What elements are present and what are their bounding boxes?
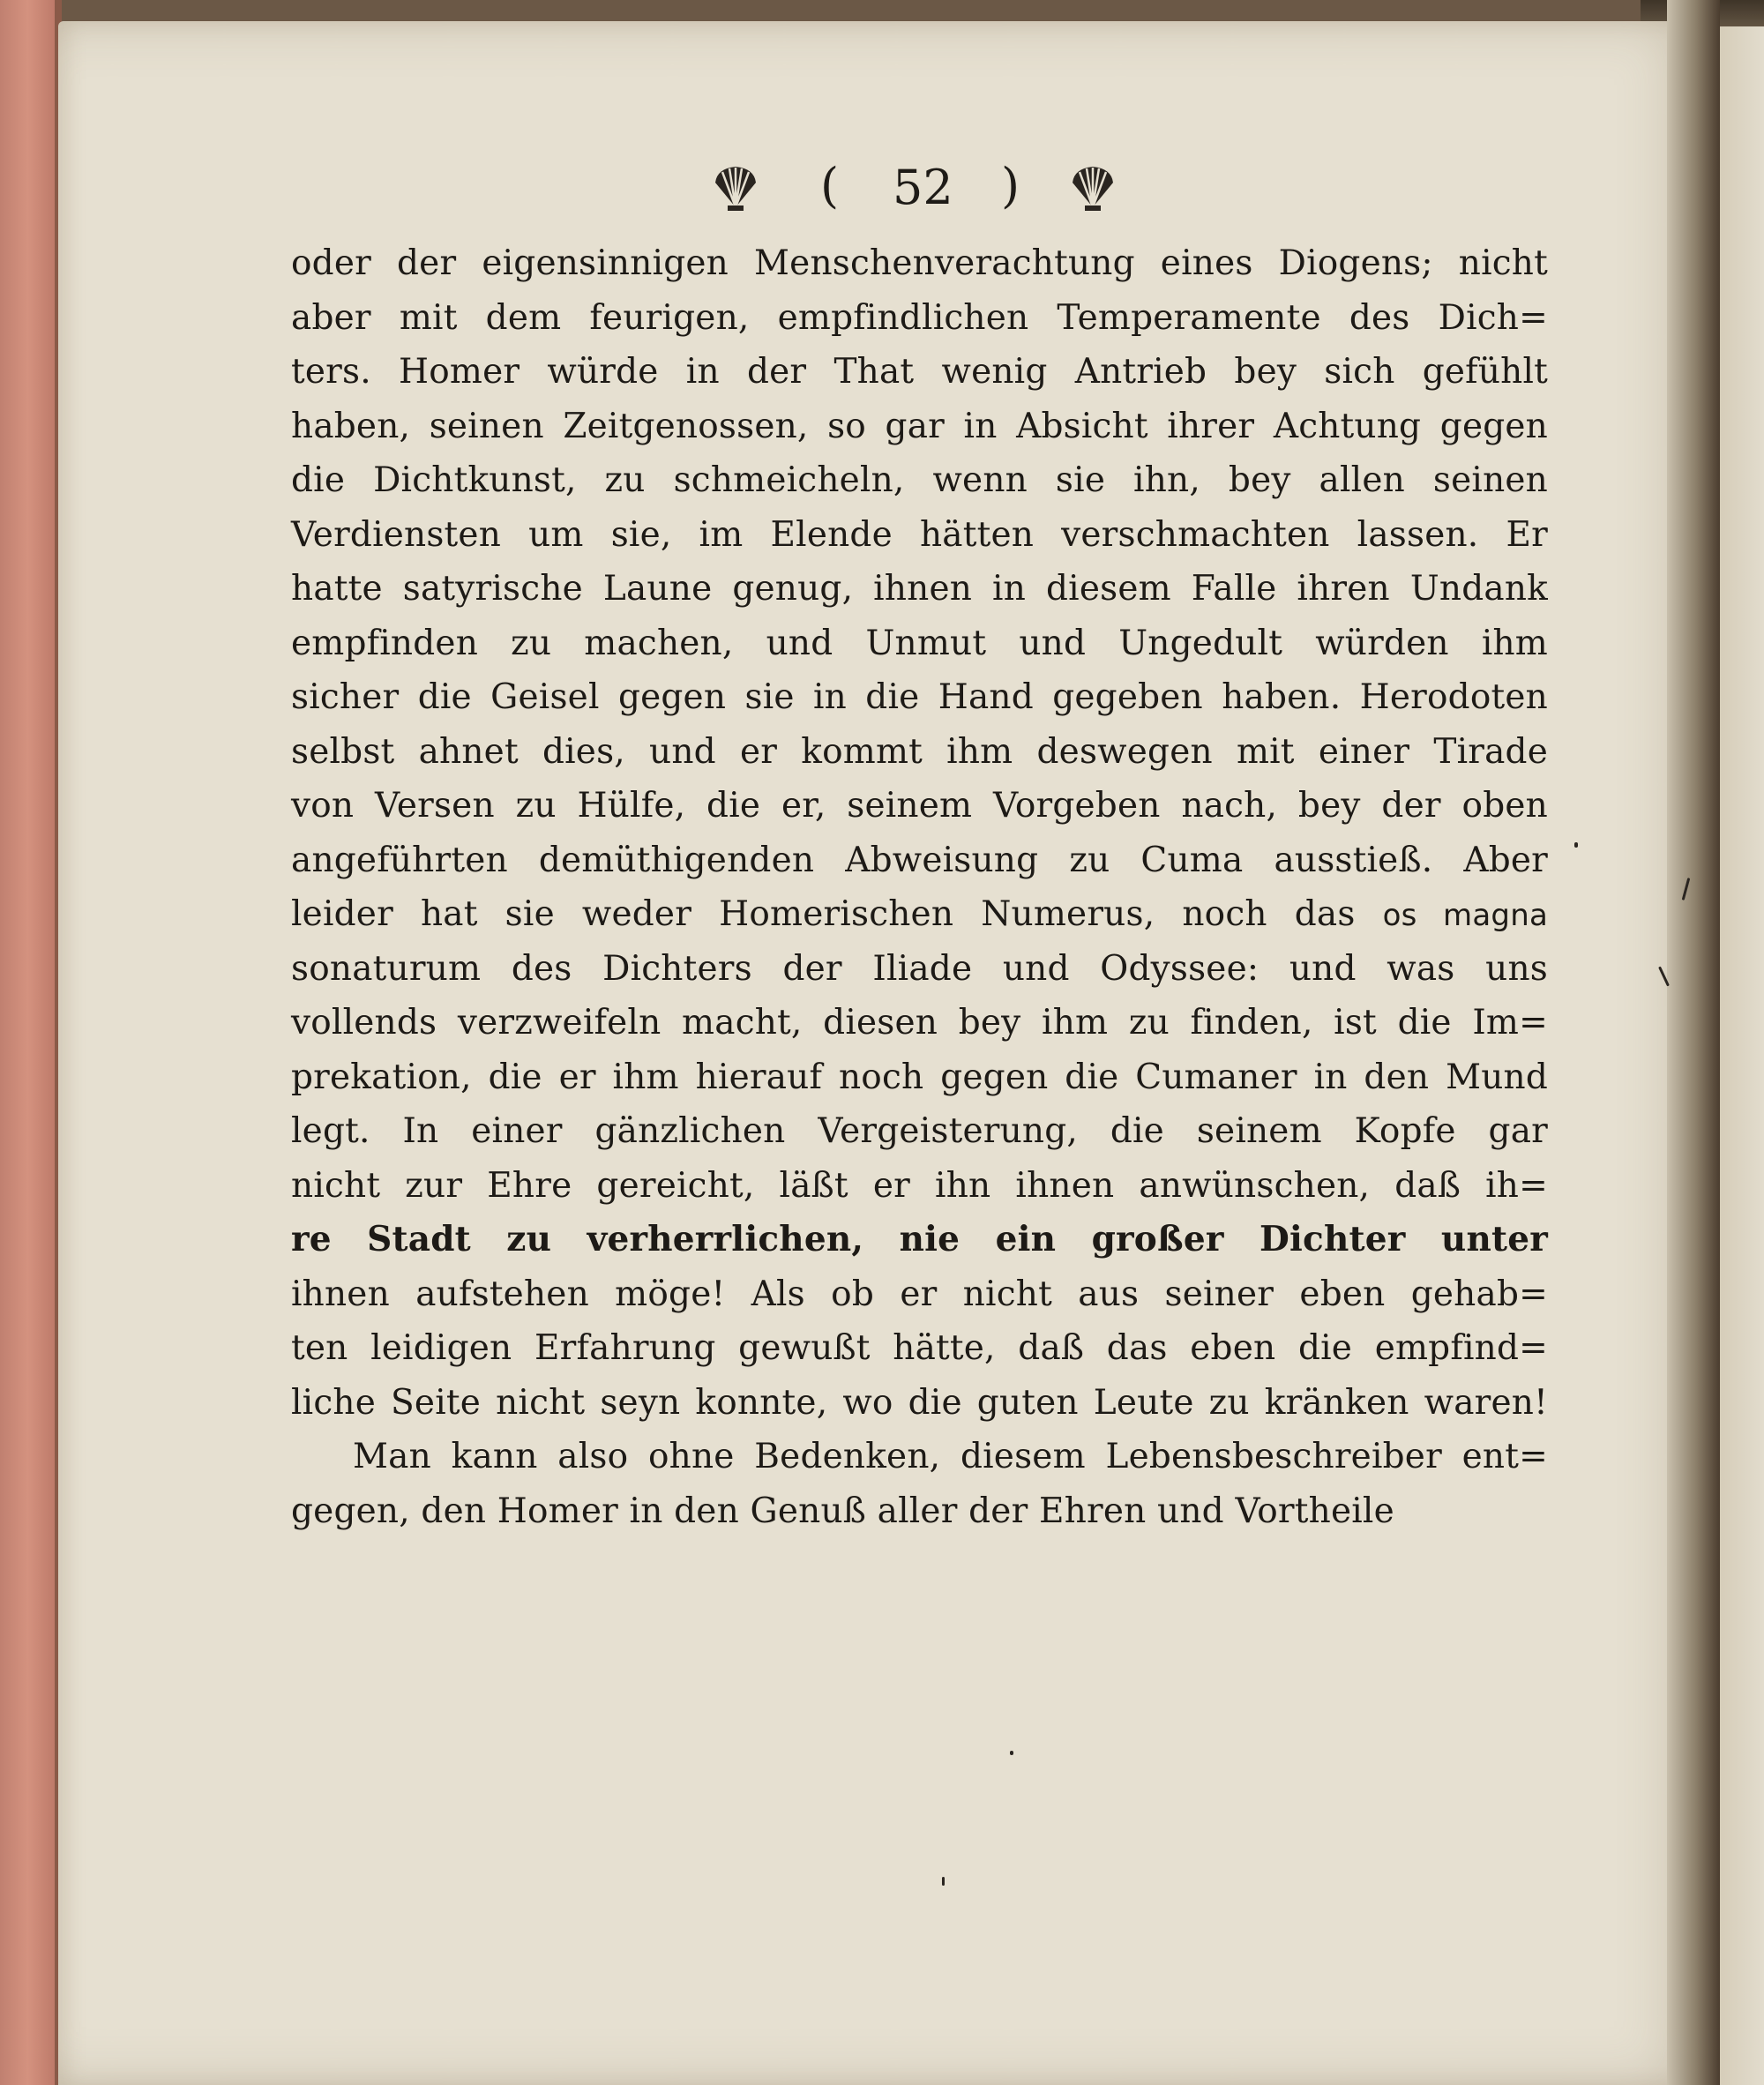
page-speck: [1010, 1751, 1013, 1755]
header-paren-close: ): [1001, 158, 1020, 213]
text-line: selbst ahnet dies, und er kommt ihm deswegen mit einer Tirade: [291, 731, 1548, 772]
book-gutter: [1667, 0, 1720, 2085]
text-line: gegen, den Homer in den Genuß aller der Ehren und Vortheile: [291, 1491, 1394, 1531]
next-page-edge: [1720, 26, 1764, 2085]
body-text: [291, 236, 1548, 1538]
text-line-paragraph-start: Man kann also ohne Bedenken, diesem Lebensbeschreiber ent=: [353, 1437, 1548, 1476]
text-line-emphasis: re Stadt zu verherrlichen, nie ein großer Dichter unter: [291, 1219, 1548, 1259]
page-header: [688, 158, 1147, 225]
text-line-fraktur: leider hat sie weder Homerischen Numerus, noch das: [291, 894, 1356, 934]
text-line: sonaturum des Dichters der Iliade und Odyssee: und was uns: [291, 948, 1548, 989]
text-line: haben, seinen Zeitgenossen, so gar in Absicht ihrer Achtung gegen: [291, 406, 1548, 446]
text-line-with-latin: [291, 887, 1548, 942]
text-line: liche Seite nicht seyn konnte, wo die guten Leute zu kränken waren!: [291, 1382, 1548, 1423]
text-line: empfinden zu machen, und Unmut und Ungedult würden ihm: [291, 623, 1548, 663]
text-line: ters. Homer würde in der That wenig Antrieb bey sich gefühlt: [291, 352, 1548, 392]
header-paren-open: (: [820, 158, 840, 213]
text-line: Verdiensten um sie, im Elende hätten verschmachten lassen. Er: [291, 514, 1548, 555]
text-line: die Dichtkunst, zu schmeicheln, wenn sie ihn, bey allen seinen: [291, 460, 1548, 500]
page-speck: [1574, 842, 1578, 848]
shell-ornament-right-icon: [1067, 163, 1118, 213]
text-line: nicht zur Ehre gereicht, läßt er ihn ihnen anwünschen, daß ih=: [291, 1165, 1548, 1206]
text-line: ten leidigen Erfahrung gewußt hätte, daß das eben die empfind=: [291, 1328, 1548, 1368]
text-line: ihnen aufstehen möge! Als ob er nicht aus seiner eben gehab=: [291, 1274, 1548, 1314]
text-line: angeführten demüthigenden Abweisung zu Cuma ausstieß. Aber: [291, 840, 1548, 880]
book-cover-edge: [0, 0, 62, 2085]
text-line: legt. In einer gänzlichen Vergeisterung, die seinem Kopfe gar: [291, 1111, 1548, 1151]
latin-phrase: os magna: [1382, 898, 1548, 933]
text-line: vollends verzweifeln macht, diesen bey ihm zu finden, ist die Im=: [291, 1003, 1548, 1042]
text-line: prekation, die er ihm hierauf noch gegen die Cumaner in den Mund: [291, 1057, 1548, 1097]
text-line: von Versen zu Hülfe, die er, seinem Vorgeben nach, bey der oben: [291, 786, 1548, 826]
text-line: oder der eigensinnigen Menschenverachtung eines Diogens; nicht: [291, 243, 1548, 283]
shell-ornament-left-icon: [710, 163, 761, 213]
text-line: hatte satyrische Laune genug, ihnen in diesem Falle ihren Undank: [291, 569, 1548, 609]
page-number: 52: [893, 160, 953, 215]
text-line: aber mit dem feurigen, empfindlichen Temperamente des Dich=: [291, 297, 1548, 338]
text-line: sicher die Geisel gegen sie in die Hand gegeben haben. Herodoten: [291, 677, 1548, 717]
page-speck: [942, 1877, 945, 1886]
